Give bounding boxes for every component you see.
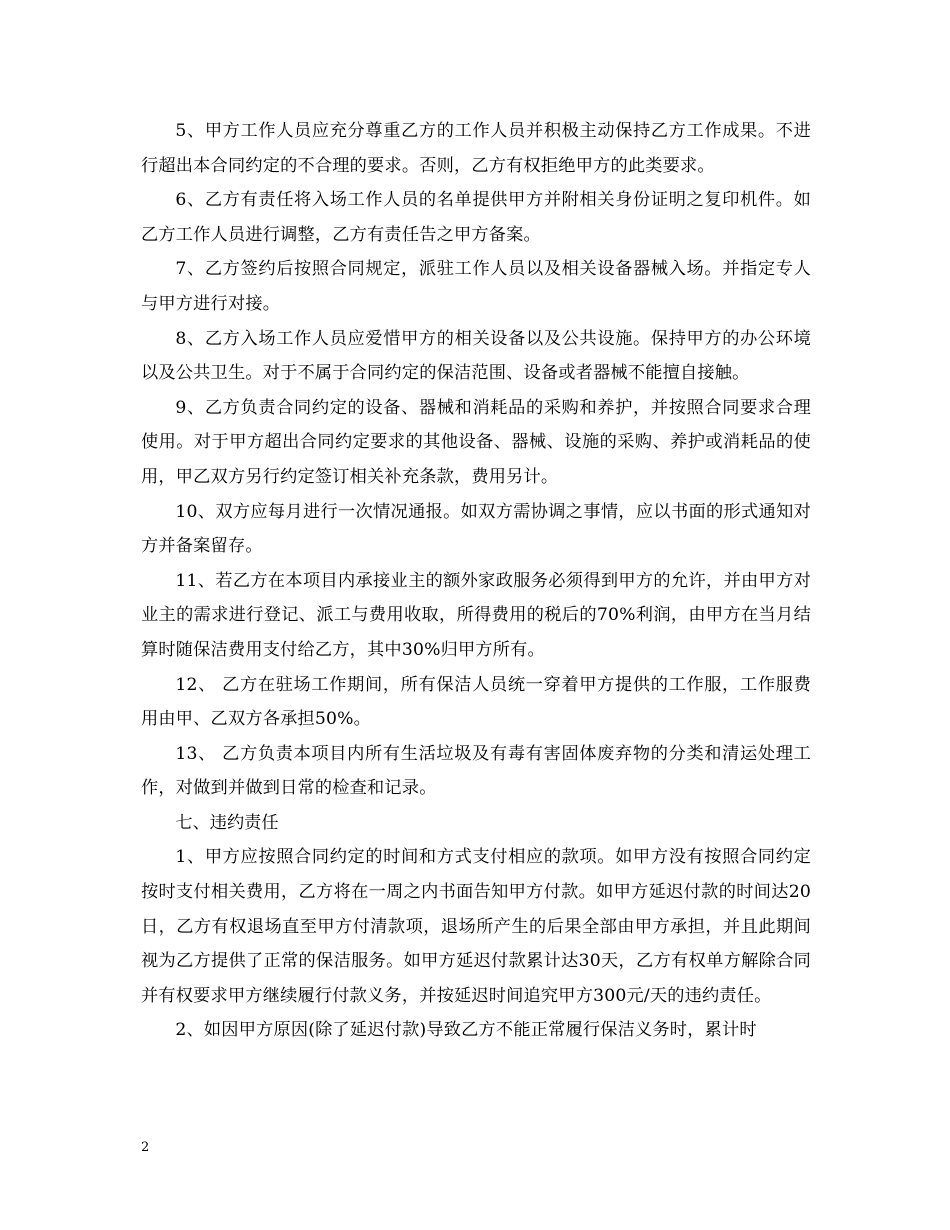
breach-clause-2: 2、如因甲方原因(除了延迟付款)导致乙方不能正常履行保洁义务时，累计时 xyxy=(175,1020,757,1041)
clause-9: 9、乙方负责合同约定的设备、器械和消耗品的采购和养护，并按照合同要求合理使用。对于甲方超出合同约定要求的其他设备、器械、设施的采购、养护或消耗品的使用，甲乙双方另行约定签订相关补充条款，费用另计。 xyxy=(141,397,811,487)
clause-13: 13、 乙方负责本项目内所有生活垃圾及有毒有害固体废弃物的分类和清运处理工作，对做到并做到日常的检查和记录。 xyxy=(141,743,811,799)
clause-5: 5、甲方工作人员应充分尊重乙方的工作人员并积极主动保持乙方工作成果。不进行超出本合同约定的不合理的要求。否则，乙方有权拒绝甲方的此类要求。 xyxy=(141,121,811,176)
breach-clause-1: 1、甲方应按照合同约定的时间和方式支付相应的款项。如甲方没有按照合同约定按时支付相关费用，乙方将在一周之内书面告知甲方付款。如甲方延迟付款的时间达20日，乙方有权退场直至甲方付清款项，退场所产生的后果全部由甲方承担，并且此期间视为乙方提供了正常的保洁服务。如甲方延迟付款累计达30天，乙方有权单方解除合同并有权要求甲方继续履行付款义务，并按延迟时间追究甲方300元/天的违约责任。 xyxy=(141,847,811,1006)
section-heading-breach-liability: 七、违约责任 xyxy=(175,812,279,833)
clause-8: 8、乙方入场工作人员应爱惜甲方的相关设备以及公共设施。保持甲方的办公环境以及公共卫生。对于不属于合同约定的保洁范围、设备或者器械不能擅自接触。 xyxy=(141,328,811,384)
clause-6: 6、乙方有责任将入场工作人员的名单提供甲方并附相关身份证明之复印机件。如乙方工作人员进行调整，乙方有责任告之甲方备案。 xyxy=(141,190,811,245)
clause-11: 11、若乙方在本项目内承接业主的额外家政服务必须得到甲方的允许，并由甲方对业主的需求进行登记、派工与费用收取，所得费用的税后的70%利润，由甲方在当月结算时随保洁费用支付给乙方，其中30%归甲方所有。 xyxy=(141,570,811,660)
clause-12: 12、 乙方在驻场工作期间，所有保洁人员统一穿着甲方提供的工作服，工作服费用由甲、乙双方各承担50%。 xyxy=(141,674,811,730)
clause-10: 10、双方应每月进行一次情况通报。如双方需协调之事情，应以书面的形式通知对方并备案留存。 xyxy=(141,501,811,557)
page-number: 2 xyxy=(141,1140,150,1155)
clause-7: 7、乙方签约后按照合同规定，派驻工作人员以及相关设备器械入场。并指定专人与甲方进行对接。 xyxy=(141,259,811,314)
document-body xyxy=(141,114,811,1048)
